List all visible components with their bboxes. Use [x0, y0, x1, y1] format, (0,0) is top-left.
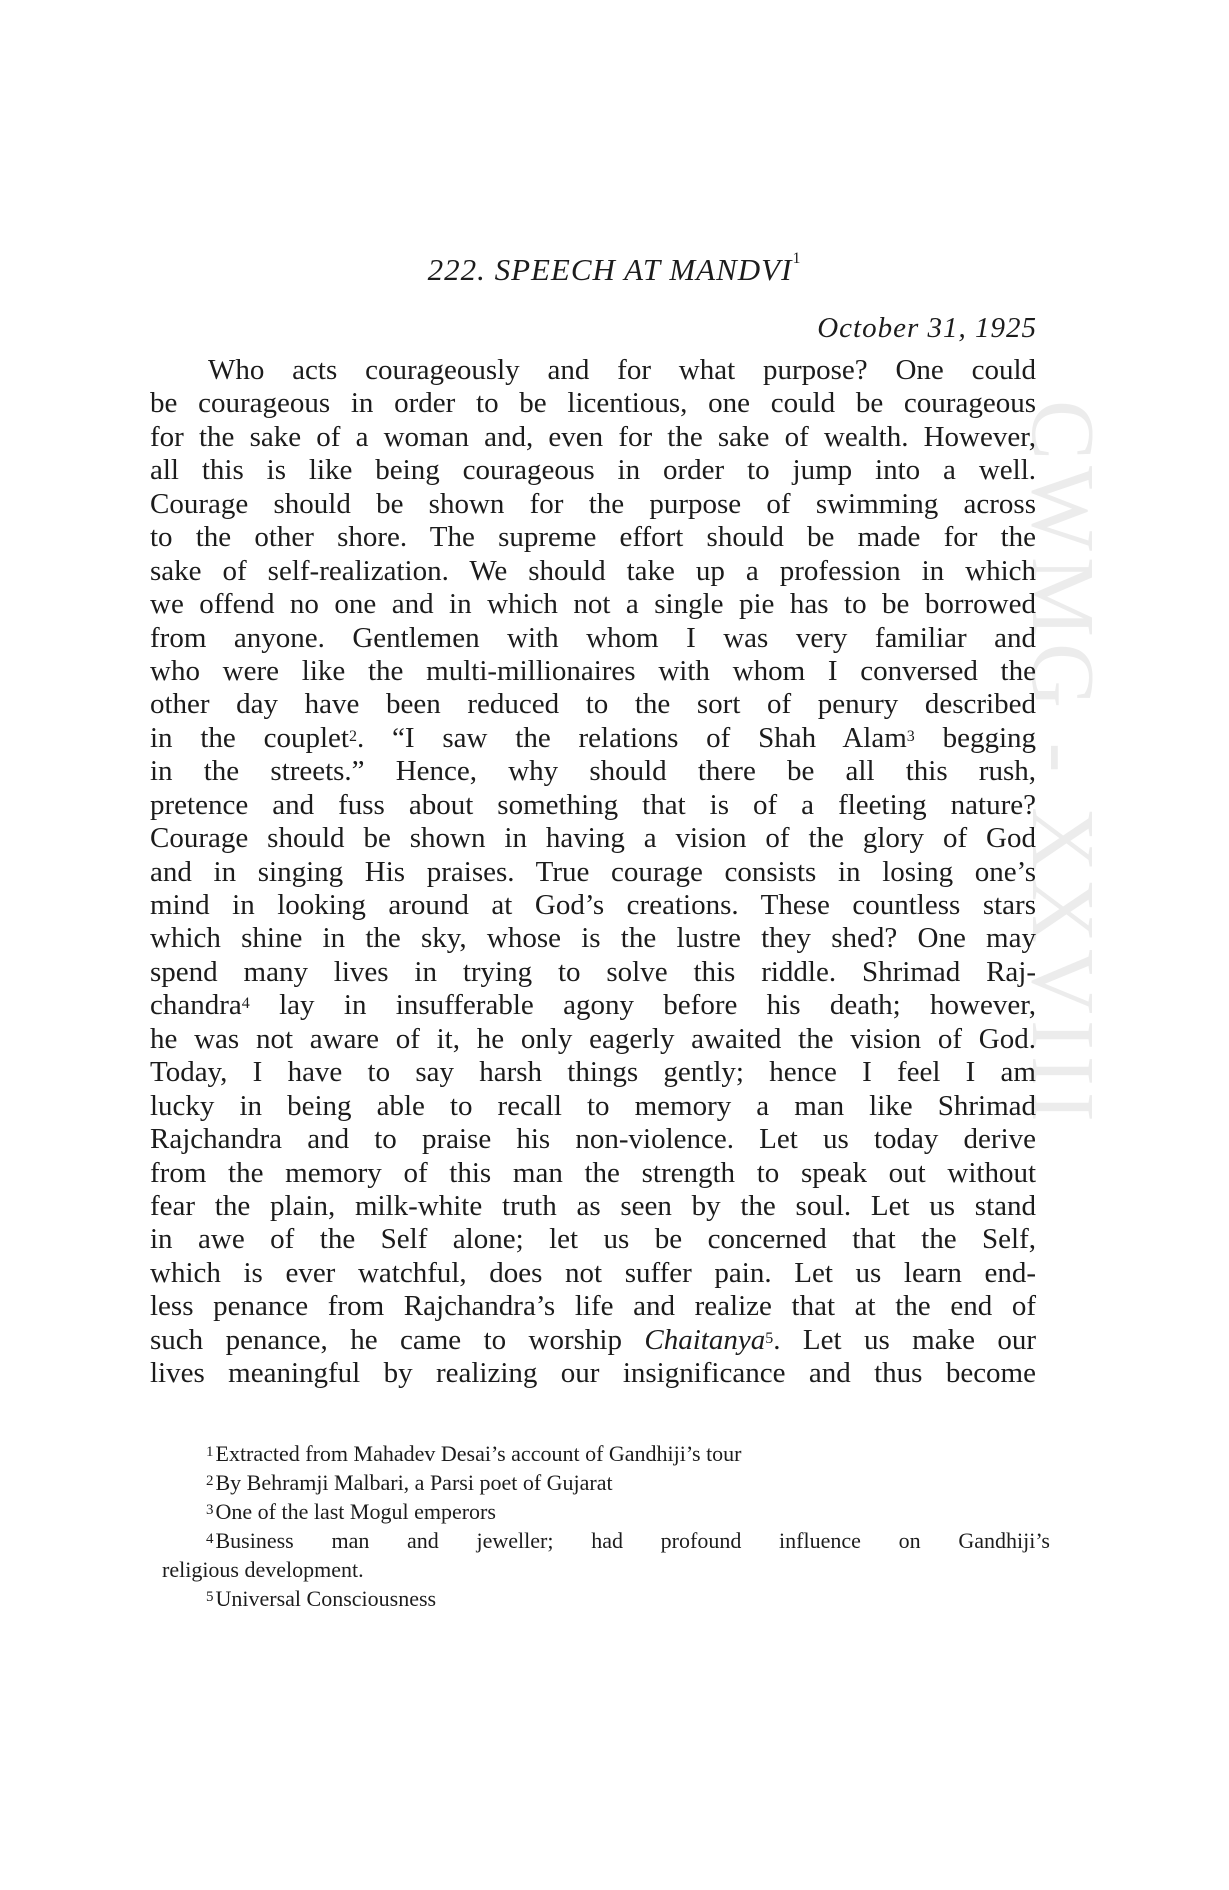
footnote — [162, 1468, 1050, 1497]
body-line: in awe of the Self alone; let us be concerned that the Self, — [150, 1223, 1036, 1256]
body-text: in the couplet — [150, 721, 349, 754]
footnote-ref: 2 — [348, 727, 357, 745]
body-text: . “I saw the relations of Shah Alam — [356, 721, 907, 754]
heading-footnote-ref: 1 — [792, 250, 802, 267]
footnote-number: 3 — [206, 1502, 214, 1518]
body-line — [150, 1324, 1036, 1357]
footnote — [162, 1584, 1050, 1613]
body-line: Today, I have to say harsh things gently; hence I feel I am — [150, 1056, 1036, 1089]
body-line: spend many lives in trying to solve this riddle. Shrimad Raj- — [150, 955, 1036, 988]
footnote-text: By Behramji Malbari, a Parsi poet of Gujarat — [215, 1470, 613, 1495]
footnotes — [162, 1439, 1050, 1613]
body-line: mind in looking around at God’s creations. These countless stars — [150, 889, 1036, 921]
body-line: he was not aware of it, he only eagerly awaited the vision of God. — [150, 1022, 1036, 1055]
footnote-text: Extracted from Mahadev Desai’s account of Gandhiji’s tour — [215, 1441, 742, 1466]
footnote — [162, 1439, 1050, 1468]
footnote-text: Universal Consciousness — [215, 1586, 437, 1611]
body-line: to the other shore. The supreme effort should be made for the — [150, 521, 1036, 554]
speech-body — [150, 354, 1036, 1391]
footnote-text: Business man and jeweller; had profound influence on Gandhiji’s — [215, 1528, 1050, 1553]
body-line: in the streets.” Hence, why should there be all this rush, — [150, 755, 1036, 788]
body-line: and in singing His praises. True courage consists in losing one’s — [150, 855, 1036, 888]
body-line: Courage should be shown in having a vision of the glory of God — [150, 822, 1036, 855]
body-line: lives meaningful by realizing our insignificance and thus become — [150, 1357, 1036, 1390]
footnote-continuation: religious development. — [162, 1557, 364, 1582]
body-text: such penance, he came to worship — [150, 1323, 645, 1356]
body-line: from the memory of this man the strength to speak out without — [150, 1156, 1036, 1189]
footnote-number: 2 — [206, 1473, 214, 1489]
footnote-number: 5 — [206, 1589, 214, 1605]
body-line: which is ever watchful, does not suffer pain. Let us learn end- — [150, 1256, 1036, 1289]
footnote-number: 4 — [206, 1531, 214, 1547]
body-line: sake of self-realization. We should take up a profession in which — [150, 554, 1036, 587]
page-title — [0, 252, 1229, 288]
body-line — [150, 989, 1036, 1022]
body-line: be courageous in order to be licentious, one could be courageous — [150, 387, 1036, 420]
body-line: which shine in the sky, whose is the lustre they shed? One may — [150, 922, 1036, 955]
footnote-text: One of the last Mogul emperors — [215, 1499, 496, 1524]
footnote-ref: 3 — [906, 727, 915, 745]
speech-date: October 31, 1925 — [817, 312, 1037, 344]
body-line: fear the plain, milk-white truth as seen by the soul. Let us stand — [150, 1189, 1036, 1222]
heading-text: 222. SPEECH AT MANDVI — [427, 252, 793, 287]
body-line: all this is like being courageous in order to jump into a well. — [150, 454, 1036, 487]
body-line: less penance from Rajchandra’s life and realize that at the end of — [150, 1290, 1036, 1323]
body-line: pretence and fuss about something that is of a fleeting nature? — [150, 788, 1036, 821]
body-line: other day have been reduced to the sort of penury described — [150, 688, 1036, 721]
footnote-ref: 5 — [765, 1329, 774, 1347]
body-text: chandra — [150, 989, 242, 1022]
body-line: from anyone. Gentlemen with whom I was very familiar and — [150, 621, 1036, 654]
footnote — [162, 1497, 1050, 1526]
body-line: Who acts courageously and for what purpose? One could — [208, 354, 1036, 386]
body-line: Courage should be shown for the purpose of swimming across — [150, 487, 1036, 520]
footnote-number: 1 — [206, 1444, 214, 1460]
body-line: we offend no one and in which not a single pie has to be borrowed — [150, 588, 1036, 621]
footnote-ref: 4 — [241, 995, 250, 1013]
body-italic-term: Chaitanya — [644, 1323, 766, 1356]
watermark: CWMG - XXVIII — [1013, 400, 1112, 1128]
body-text: begging — [914, 721, 1037, 754]
footnote — [162, 1526, 1050, 1555]
body-line: Rajchandra and to praise his non-violence. Let us today derive — [150, 1123, 1036, 1156]
body-line: lucky in being able to recall to memory a man like Shrimad — [150, 1089, 1036, 1122]
body-line: who were like the multi-millionaires with whom I conversed the — [150, 654, 1036, 687]
body-line: for the sake of a woman and, even for the sake of wealth. However, — [150, 420, 1036, 453]
body-text: . Let us make our — [773, 1323, 1037, 1356]
body-text: lay in insufferable agony before his death; however, — [249, 989, 1036, 1022]
body-line — [150, 722, 1036, 755]
